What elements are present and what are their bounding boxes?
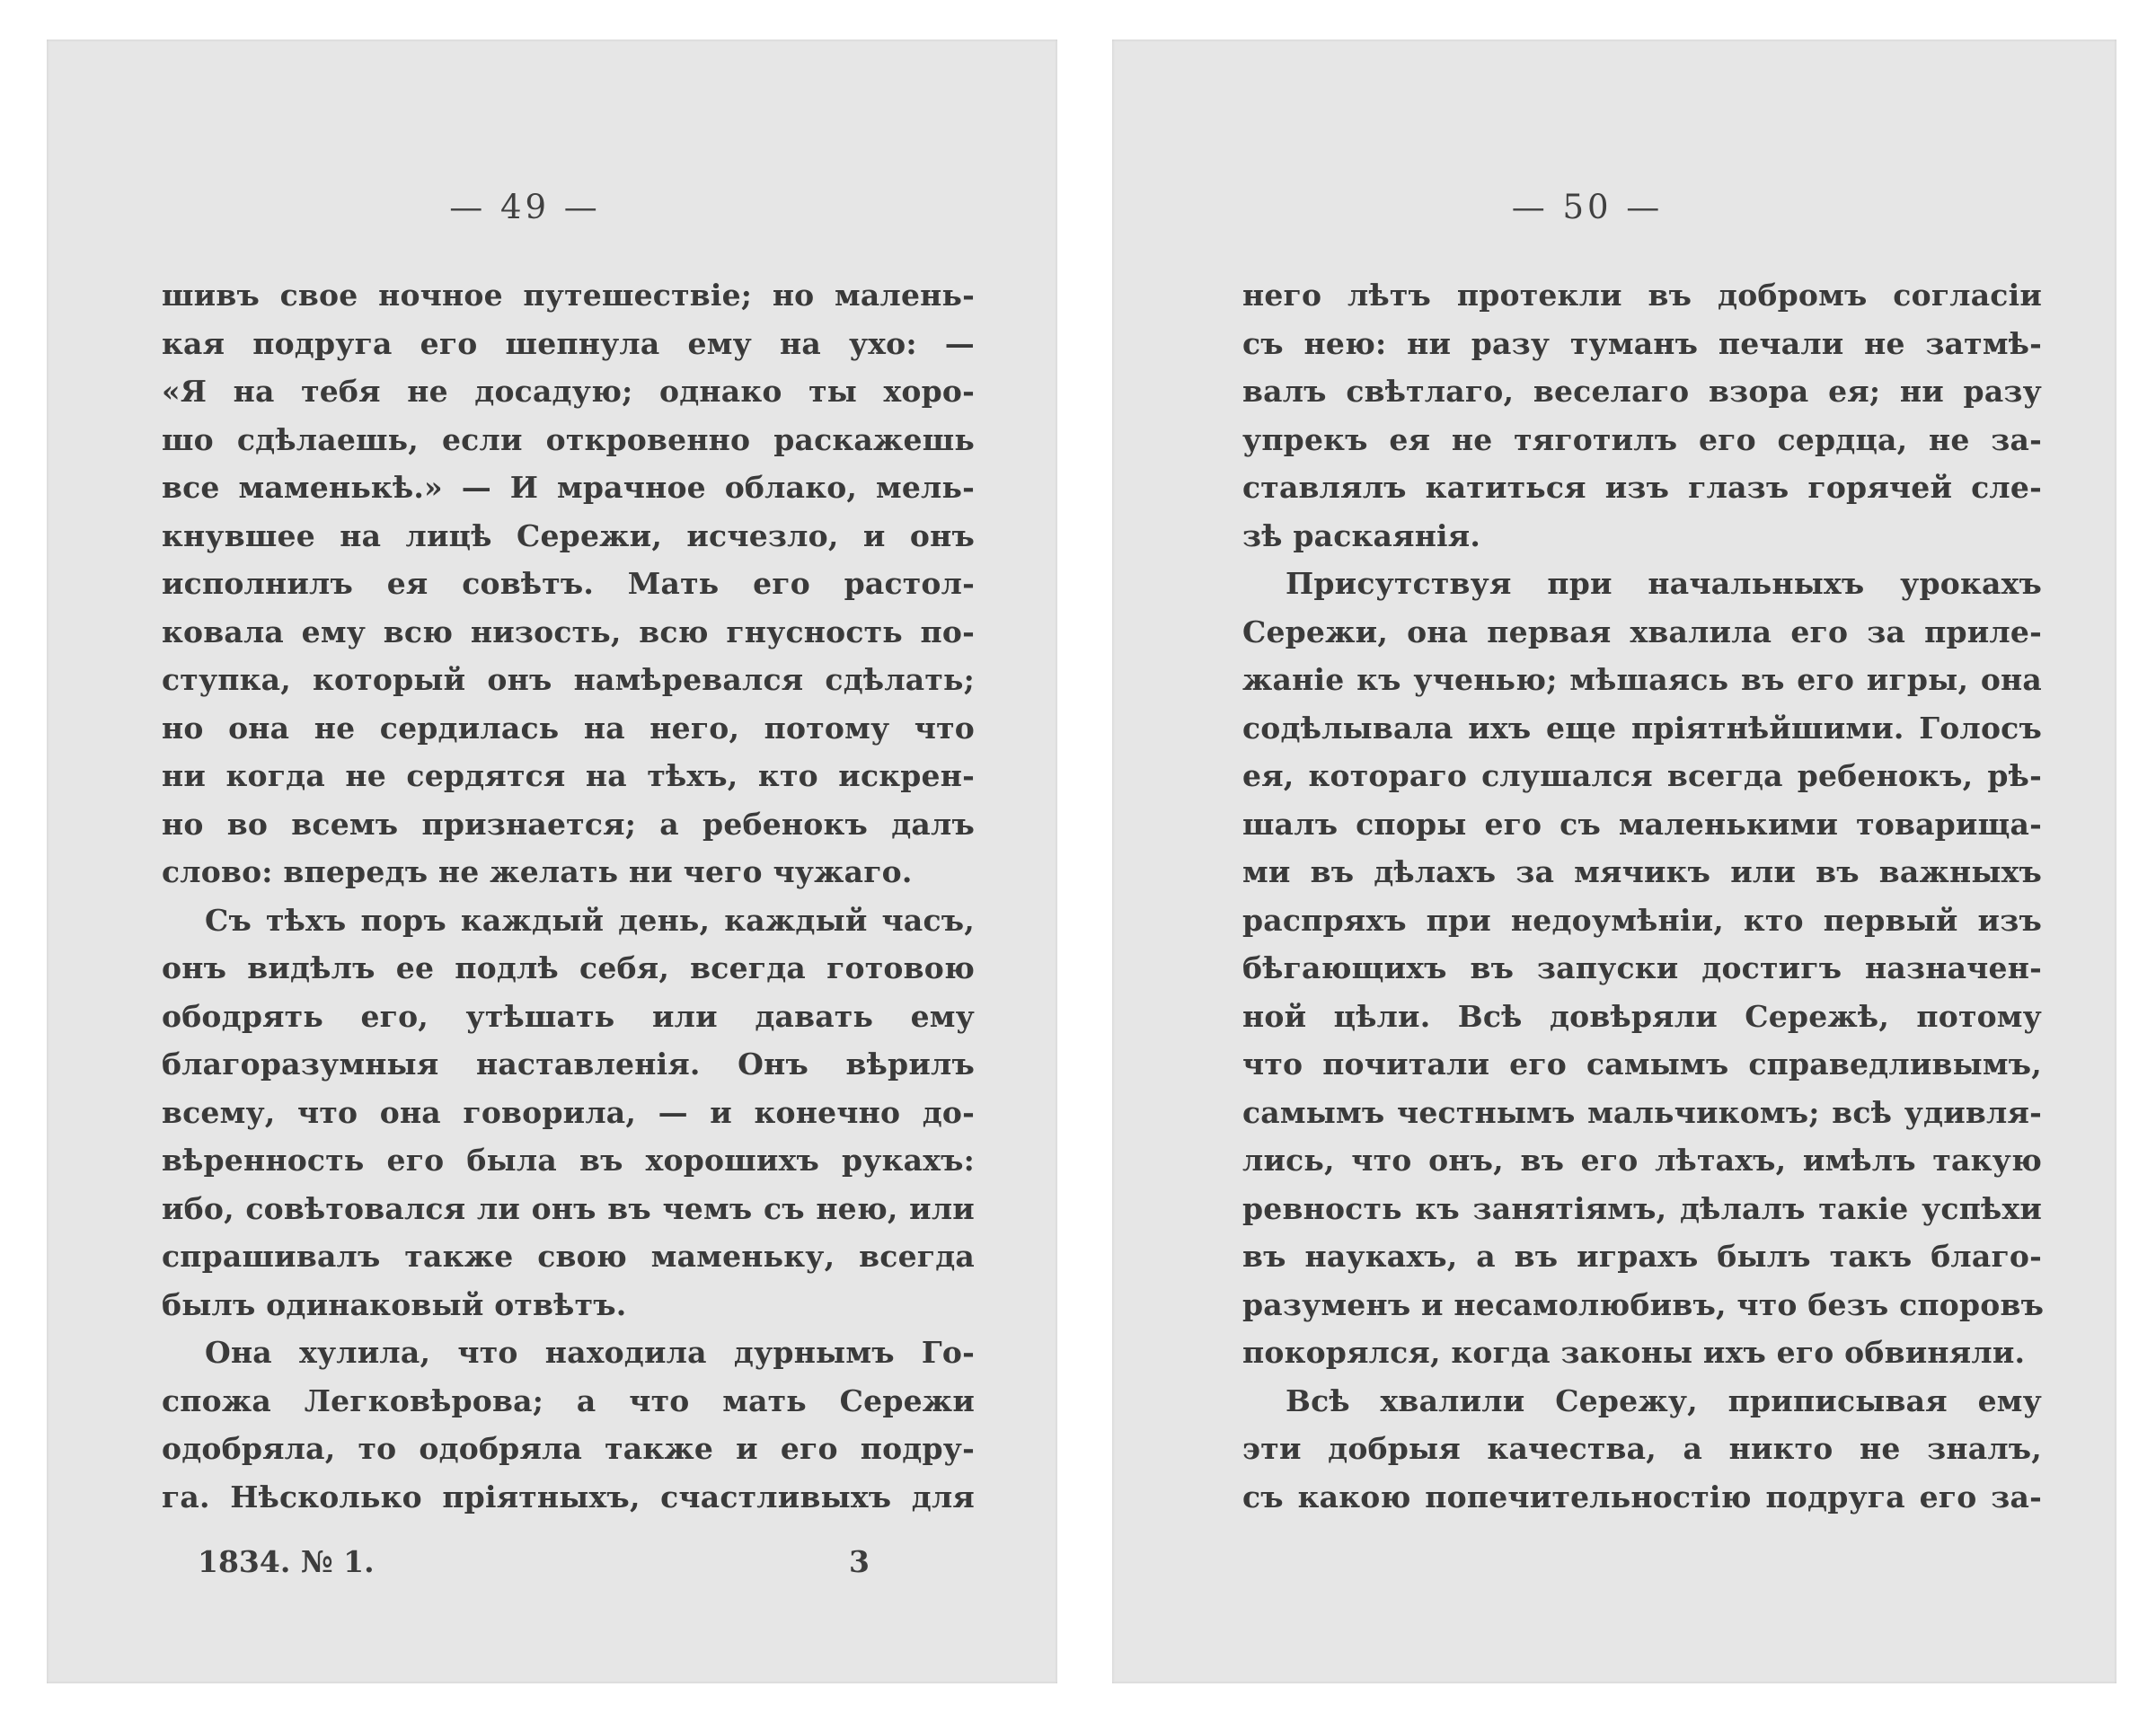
- text-line: га. Нѣсколько пріятныхъ, счастливыхъ для: [162, 1479, 975, 1514]
- text-line: самымъ честнымъ мальчикомъ; всѣ удивля-: [1242, 1094, 2042, 1130]
- text-line: спожа Легковѣрова; а что мать Сережи: [162, 1382, 975, 1418]
- text-line: валъ свѣтлаго, веселаго взора ея; ни разу: [1242, 374, 2042, 409]
- text-line: вѣренность его была въ хорошихъ рукахъ:: [162, 1143, 975, 1178]
- left-page: [47, 40, 1057, 1683]
- text-line: шалъ споры его съ маленькими товарища-: [1242, 806, 2042, 842]
- text-line: упрекъ ея не тяготилъ его сердца, не за-: [1242, 421, 2042, 457]
- footer-sheet-number: 3: [849, 1544, 870, 1579]
- text-line: лись, что онъ, въ его лѣтахъ, имѣлъ такую: [1242, 1143, 2042, 1178]
- text-line: жаніе къ ученью; мѣшаясь въ его игры, она: [1242, 662, 2042, 697]
- text-line: бѣгающихъ въ запуски достигъ назначен-: [1242, 950, 2042, 985]
- text-line: Присутствуя при начальныхъ урокахъ: [1286, 566, 2042, 601]
- text-line: онъ видѣлъ ее подлѣ себя, всегда готовою: [162, 950, 975, 985]
- text-line: шивъ свое ночное путешествіе; но малень-: [162, 278, 975, 313]
- right-page: [1112, 40, 2116, 1683]
- text-line: ковала ему всю низость, всю гнусность по-: [162, 614, 975, 649]
- text-line: зѣ раскаянія.: [1242, 517, 1481, 553]
- text-line: все маменькѣ.» — И мрачное облако, мель-: [162, 470, 975, 505]
- text-line: ми въ дѣлахъ за мячикъ или въ важныхъ: [1242, 854, 2042, 889]
- left-page-text: [162, 271, 975, 1521]
- text-line: что почитали его самымъ справедливымъ,: [1242, 1046, 2042, 1082]
- text-line: «Я на тебя не досадую; однако ты хоро-: [162, 374, 975, 409]
- text-line: ободрять его, утѣшать или давать ему: [162, 998, 975, 1034]
- text-line: съ какою попечительностію подруга его за-: [1242, 1479, 2042, 1514]
- text-line: него лѣтъ протекли въ добромъ согласіи: [1242, 278, 2042, 313]
- text-line: Сережи, она первая хвалила его за приле-: [1242, 614, 2042, 649]
- text-line: но во всемъ признается; а ребенокъ далъ: [162, 806, 975, 842]
- left-page-number: — 49 —: [449, 188, 601, 226]
- text-line: Всѣ хвалили Сережу, приписывая ему: [1286, 1382, 2042, 1418]
- text-line: кая подруга его шепнула ему на ухо: —: [162, 325, 975, 361]
- text-line: покорялся, когда законы ихъ его обвиняли.: [1242, 1335, 2026, 1370]
- text-line: ибо, совѣтовался ли онъ въ чемъ съ нею, или: [162, 1190, 975, 1226]
- text-line: всему, что она говорила, — и конечно до-: [162, 1094, 975, 1130]
- text-line: одобряла, то одобряла также и его подру-: [162, 1431, 975, 1466]
- text-line: слово: впередъ не желать ни чего чужаго.: [162, 854, 913, 889]
- text-line: ревность къ занятіямъ, дѣлалъ такіе успѣхи: [1242, 1190, 2042, 1226]
- text-line: Она хулила, что находила дурнымъ Го-: [205, 1335, 975, 1370]
- text-line: спрашивалъ также свою маменьку, всегда: [162, 1239, 975, 1274]
- text-line: кнувшее на лицѣ Сережи, исчезло, и онъ: [162, 517, 975, 553]
- text-line: былъ одинаковый отвѣтъ.: [162, 1286, 627, 1322]
- text-line: благоразумныя наставленія. Онъ вѣрилъ: [162, 1046, 975, 1082]
- footer-signature: 1834. № 1.: [198, 1544, 375, 1579]
- text-line: шо сдѣлаешь, если откровенно раскажешь: [162, 421, 975, 457]
- text-line: ступка, который онъ намѣревался сдѣлать;: [162, 662, 975, 697]
- text-line: распряхъ при недоумѣніи, кто первый изъ: [1242, 902, 2042, 938]
- right-page-number: — 50 —: [1511, 188, 1664, 226]
- text-line: ставлялъ катиться изъ глазъ горячей сле-: [1242, 470, 2042, 505]
- text-line: исполнилъ ея совѣтъ. Мать его растол-: [162, 566, 975, 601]
- text-line: въ наукахъ, а въ играхъ былъ такъ благо-: [1242, 1239, 2042, 1274]
- text-line: разуменъ и несамолюбивъ, что безъ споровъ: [1242, 1286, 2045, 1322]
- text-line: ея, котораго слушался всегда ребенокъ, рѣ-: [1242, 758, 2042, 793]
- text-line: ной цѣли. Всѣ довѣряли Сережѣ, потому: [1242, 998, 2042, 1034]
- text-line: содѣлывала ихъ еще пріятнѣйшими. Голосъ: [1242, 710, 2042, 746]
- text-line: эти добрыя качества, а никто не зналъ,: [1242, 1431, 2042, 1466]
- text-line: но она не сердилась на него, потому что: [162, 710, 975, 746]
- right-page-text: [1242, 271, 2045, 1521]
- text-line: съ нею: ни разу туманъ печали не затмѣ-: [1242, 325, 2042, 361]
- text-line: Съ тѣхъ поръ каждый день, каждый часъ,: [205, 902, 975, 938]
- text-line: ни когда не сердятся на тѣхъ, кто искрен-: [162, 758, 975, 793]
